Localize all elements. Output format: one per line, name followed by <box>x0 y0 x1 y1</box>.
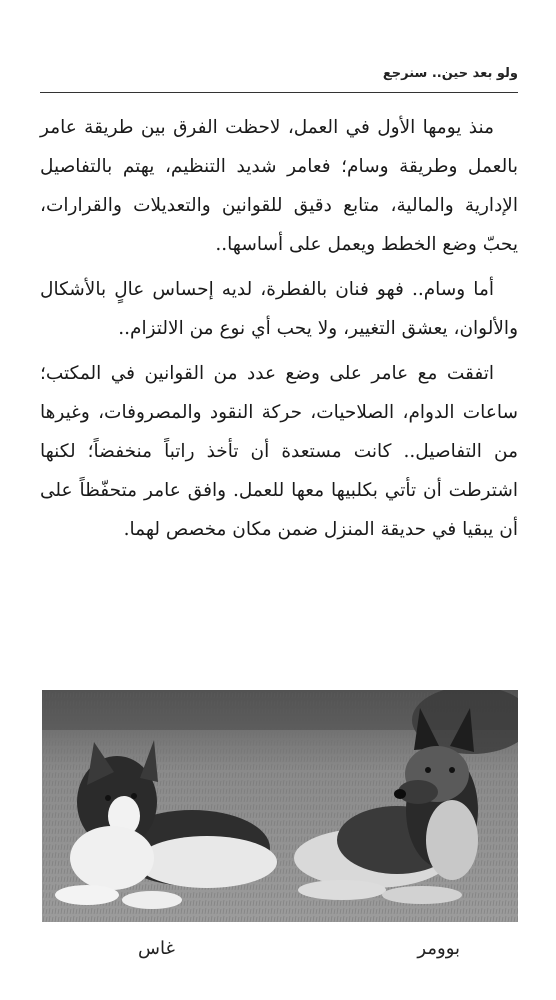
running-header: ولو بعد حين.. سنرجع <box>382 66 518 81</box>
header-rule <box>40 92 518 93</box>
paragraph-2: أما وسام.. فهو فنان بالفطرة، لديه إحساس عالٍ بالأشكال والألوان، يعشق التغيير، ولا يحب أي نوع من الالتزام.. <box>40 279 518 339</box>
caption-right-dog: بوومر <box>417 938 460 959</box>
caption-left-dog: غاس <box>138 938 175 959</box>
dogs-photo <box>42 690 518 922</box>
paragraph-3: اتفقت مع عامر على وضع عدد من القوانين في المكتب؛ ساعات الدوام، الصلاحيات، حركة النقود والمصروفات، وغيرها من التفاصيل.. كانت مستعدة أن تأخذ راتباً منخفضاً؛ لكنها اشترطت أن تأتي بكلبيها معها للعمل. وافق عامر متحفّظاً على أن يبقيا في حديقة المنزل ضمن مكان مخصص لهما. <box>40 363 518 540</box>
body-text <box>40 108 518 555</box>
paragraph-1: منذ يومها الأول في العمل، لاحظت الفرق بين طريقة عامر بالعمل وطريقة وسام؛ فعامر شديد التنظيم، يهتم بالتفاصيل الإدارية والمالية، متابع دقيق للقوانين والتعديلات والقرارات، يحبّ وضع الخطط ويعمل على أساسها.. <box>40 117 518 255</box>
